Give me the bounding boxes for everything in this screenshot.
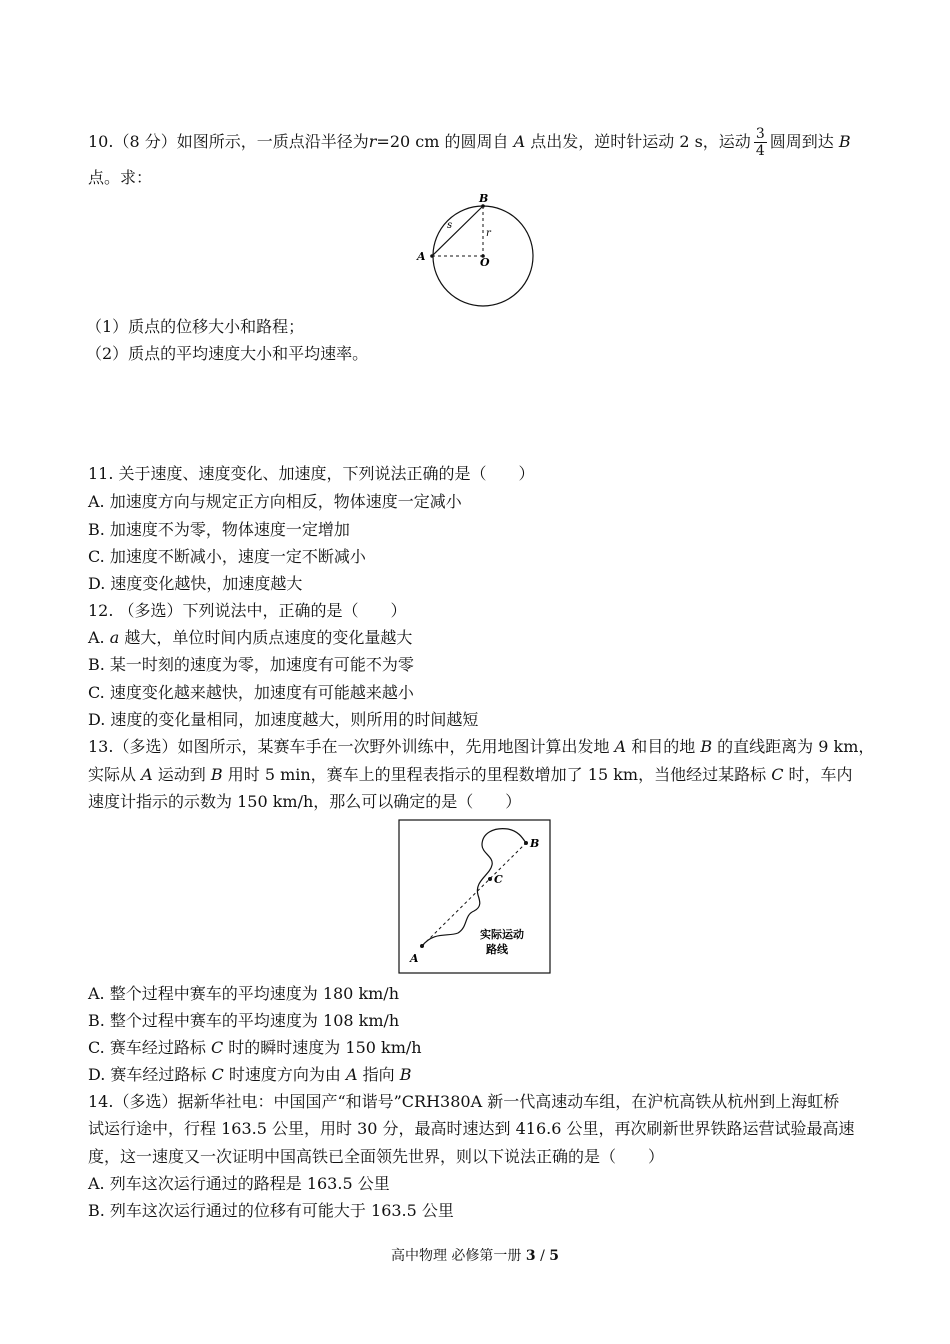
- fraction-denominator: 4: [755, 143, 765, 159]
- q12-option-a: [88, 627, 412, 649]
- var-A: A: [345, 1065, 358, 1084]
- q13-d-text-b: 时速度方向为由: [228, 1065, 341, 1084]
- q13-line-3: 速度计指示的示数为 150 km/h，那么可以确定的是（ ）: [88, 792, 522, 811]
- q14-option-b: B. 列车这次运行通过的位移有可能大于 163.5 公里: [88, 1201, 454, 1220]
- q11-option-a: A. 加速度方向与规定正方向相反，物体速度一定减小: [88, 492, 462, 511]
- q12-option-c: C. 速度变化越来越快，加速度有可能越来越小: [88, 683, 414, 702]
- footer-page-number: 3: [525, 1248, 536, 1264]
- q12-a-text: 越大，单位时间内质点速度的变化量越大: [124, 628, 413, 647]
- q10-line-2: 点。求：: [88, 168, 153, 187]
- q10-r-value: =20 cm 的圆周自: [376, 132, 509, 151]
- q11-option-d: D. 速度变化越快，加速度越大: [88, 574, 303, 593]
- q12-option-d: D. 速度的变化量相同，加速度越大，则所用的时间越短: [88, 710, 479, 729]
- var-A: A: [141, 765, 153, 784]
- footer-title: 高中物理 必修第一册: [390, 1248, 522, 1264]
- q10-number: 10.: [88, 132, 114, 151]
- label-O: O: [480, 256, 490, 269]
- q10-line-1: [88, 126, 851, 159]
- circle-figure: [408, 188, 540, 312]
- var-C: C: [211, 1065, 224, 1084]
- route-label-line-2: 路线: [486, 943, 508, 956]
- footer-page-total: 5: [549, 1248, 560, 1264]
- q13-option-a: A. 整个过程中赛车的平均速度为 180 km/h: [88, 984, 400, 1003]
- var-A: A: [513, 132, 526, 151]
- point-A: [420, 944, 424, 948]
- q13-text-1c: 的直线距离为 9 km，: [717, 737, 875, 756]
- q13-d-text-c: 指向: [362, 1065, 395, 1084]
- q14-line-1: 14.（多选）据新华社电：中国国产“和谐号”CRH380A 新一代高速动车组，在沪杭高铁从杭州到上海虹桥: [88, 1092, 840, 1111]
- q14-option-a: A. 列车这次运行通过的路程是 163.5 公里: [88, 1174, 390, 1193]
- q11-option-c: C. 加速度不断减小，速度一定不断减小: [88, 547, 366, 566]
- var-a: a: [109, 628, 120, 647]
- q10-sub-2: （2）质点的平均速度大小和平均速率。: [86, 344, 369, 363]
- q12-option-b: B. 某一时刻的速度为零，加速度有可能不为零: [88, 655, 414, 674]
- q12-stem: 12. （多选）下列说法中，正确的是（ ）: [88, 601, 407, 620]
- q14-line-3: 度，这一速度又一次证明中国高铁已全面领先世界，则以下说法正确的是（ ）: [88, 1147, 665, 1166]
- var-r: r: [368, 132, 377, 151]
- q13-c-text-a: C. 赛车经过路标: [88, 1038, 206, 1057]
- q13-option-b: B. 整个过程中赛车的平均速度为 108 km/h: [88, 1011, 400, 1030]
- q13-option-d: [88, 1064, 412, 1086]
- point-A: [430, 254, 434, 258]
- label-B: B: [530, 837, 540, 850]
- q13-text-2d: 时，车内: [788, 765, 853, 784]
- q13-text-2a: 实际从: [88, 765, 137, 784]
- label-B: B: [479, 192, 489, 205]
- var-A: A: [614, 737, 627, 756]
- q11-option-b: B. 加速度不为零，物体速度一定增加: [88, 520, 350, 539]
- q13-line-2: [88, 764, 853, 786]
- q13-text-1a: 13.（多选）如图所示，某赛车手在一次野外训练中，先用地图计算出发地: [88, 737, 610, 756]
- q13-option-c: [88, 1037, 422, 1059]
- q10-score: （8 分）: [113, 132, 177, 151]
- var-B: B: [210, 765, 223, 784]
- q13-d-text-a: D. 赛车经过路标: [88, 1065, 207, 1084]
- q13-text-2b: 运动到: [157, 765, 206, 784]
- q14-line-2: 试运行途中，行程 163.5 公里，用时 30 分，最高时速达到 416.6 公里，再次刷新世界铁路运营试验最高速: [88, 1119, 855, 1138]
- point-C: [488, 877, 492, 881]
- label-A: A: [417, 250, 426, 263]
- var-C: C: [210, 1038, 224, 1057]
- q10-text-2: 点出发，逆时针运动 2 s，运动: [530, 132, 751, 151]
- q13-text-1b: 和目的地: [631, 737, 696, 756]
- var-B: B: [838, 132, 851, 151]
- point-B: [524, 841, 528, 845]
- q13-line-1: [88, 736, 874, 758]
- var-B: B: [399, 1065, 412, 1084]
- label-r: r: [486, 228, 491, 239]
- q13-c-text-b: 时的瞬时速度为 150 km/h: [228, 1038, 422, 1057]
- q10-text-1: 如图所示，一质点沿半径为: [176, 132, 369, 151]
- label-A: A: [410, 952, 419, 965]
- route-label-line-1: 实际运动: [480, 928, 524, 941]
- var-C: C: [771, 765, 784, 784]
- fraction-three-quarters: [754, 126, 767, 159]
- q11-stem: 11. 关于速度、速度变化、加速度，下列说法正确的是（ ）: [88, 464, 535, 483]
- route-figure: [398, 819, 552, 975]
- label-s: s: [447, 220, 453, 231]
- footer-separator: /: [535, 1248, 550, 1264]
- q10-text-3: 圆周到达: [769, 132, 834, 151]
- q13-text-2c: 用时 5 min，赛车上的里程表指示的里程数增加了 15 km，当他经过某路标: [227, 765, 767, 784]
- page-footer: [0, 1247, 950, 1265]
- label-C: C: [494, 873, 503, 886]
- q12-a-prefix: A.: [88, 628, 105, 647]
- q10-sub-1: （1）质点的位移大小和路程；: [86, 317, 305, 336]
- var-B: B: [700, 737, 713, 756]
- fraction-numerator: 3: [755, 126, 765, 142]
